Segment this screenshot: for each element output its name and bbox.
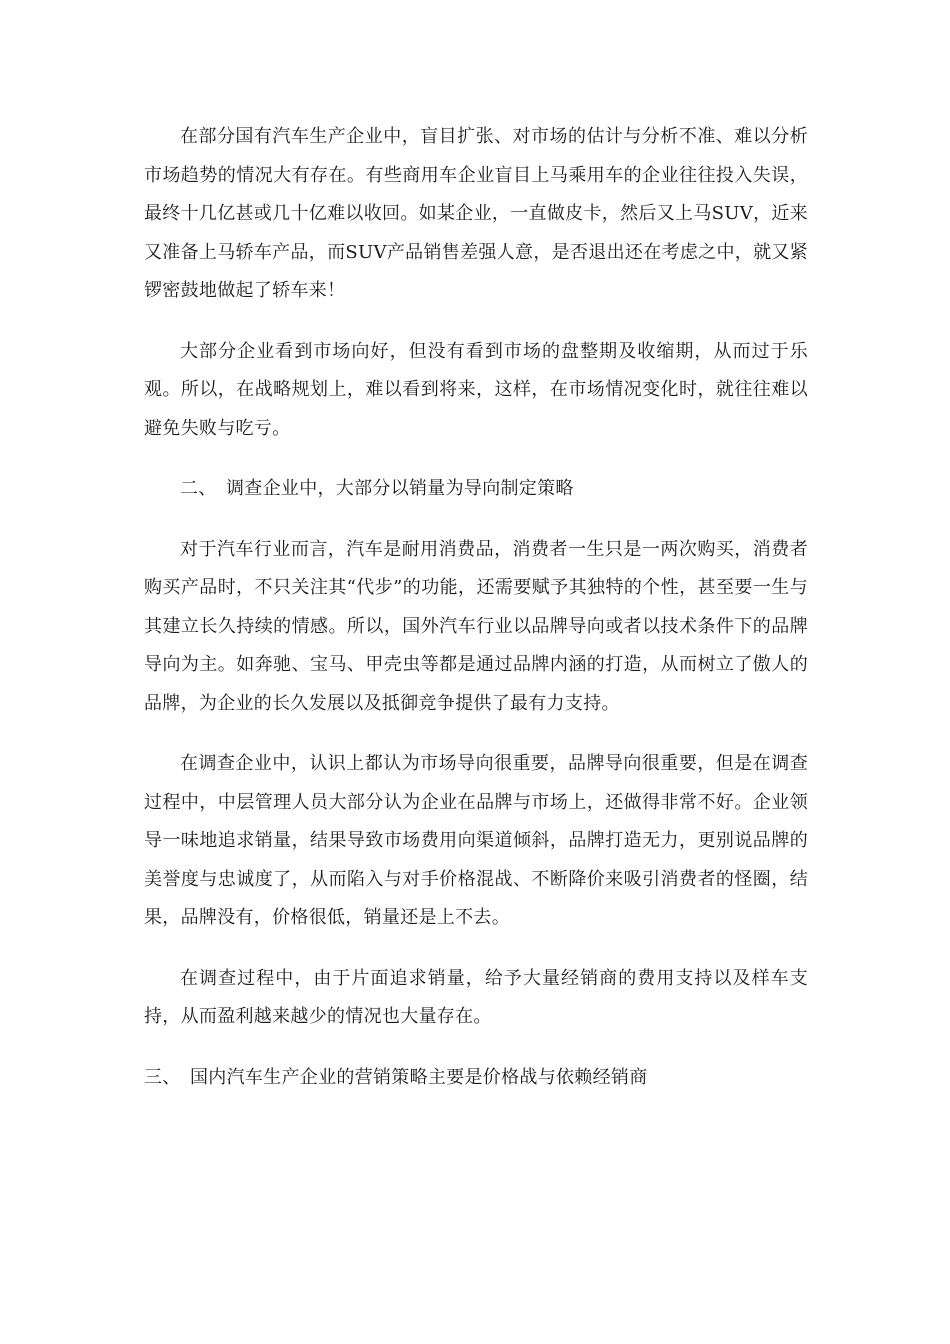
section-heading-2 <box>144 470 808 509</box>
document-body <box>144 118 808 1119</box>
paragraph-survey-findings: 在调查企业中，认识上都认为市场导向很重要，品牌导向很重要，但是在调查过程中，中层管理人员大部分认为企业在品牌与市场上，还做得非常不好。企业领导一味地追求销量，结果导致市场费用向渠道倾斜，品牌打造无力，更别说品牌的美誉度与忠诚度了，从而陷入与对手价格混战、不断降价来吸引消费者的怪圈，结果，品牌没有，价格很低，销量还是上不去。 <box>144 753 808 928</box>
paragraph-brand-orientation: 对于汽车行业而言，汽车是耐用消费品，消费者一生只是一两次购买，消费者购买产品时，不只关注其“代步”的功能，还需要赋予其独特的个性，甚至要一生与其建立长久持续的情感。所以，国外汽车行业以品牌导向或者以技术条件下的品牌导向为主。如奔驰、宝马、甲壳虫等都是通过品牌内涵的打造，从而树立了傲人的品牌，为企业的长久发展以及抵御竞争提供了最有力支持。 <box>144 538 808 714</box>
section-number: 三、 <box>144 1066 181 1088</box>
paragraph-blind-expansion: 在部分国有汽车生产企业中，盲目扩张、对市场的估计与分析不准、难以分析市场趋势的情况大有存在。有些商用车企业盲目上马乘用车的企业往往投入失误，最终十几亿甚或几十亿难以收回。如某企业，一直做皮卡，然后又上马SUV，近来又准备上马轿车产品，而SUV产品销售差强人意，是否退出还在考虑之中，就又紧锣密鼓地做起了轿车来！ <box>144 126 808 301</box>
section-number: 二、 <box>180 478 217 499</box>
paragraph-over-optimism: 大部分企业看到市场向好，但没有看到市场的盘整期及收缩期，从而过于乐观。所以，在战略规划上，难以看到将来，这样，在市场情况变化时，就往往难以避免失败与吃亏。 <box>144 340 808 439</box>
section-title: 国内汽车生产企业的营销策略主要是价格战与依赖经销商 <box>190 1066 648 1088</box>
section-heading-3 <box>144 1059 808 1098</box>
paragraph-dealer-support: 在调查过程中，由于片面追求销量，给予大量经销商的费用支持以及样车支持，从而盈利越来越少的情况也大量存在。 <box>144 967 808 1027</box>
section-title: 调查企业中，大部分以销量为导向制定策略 <box>226 478 574 499</box>
